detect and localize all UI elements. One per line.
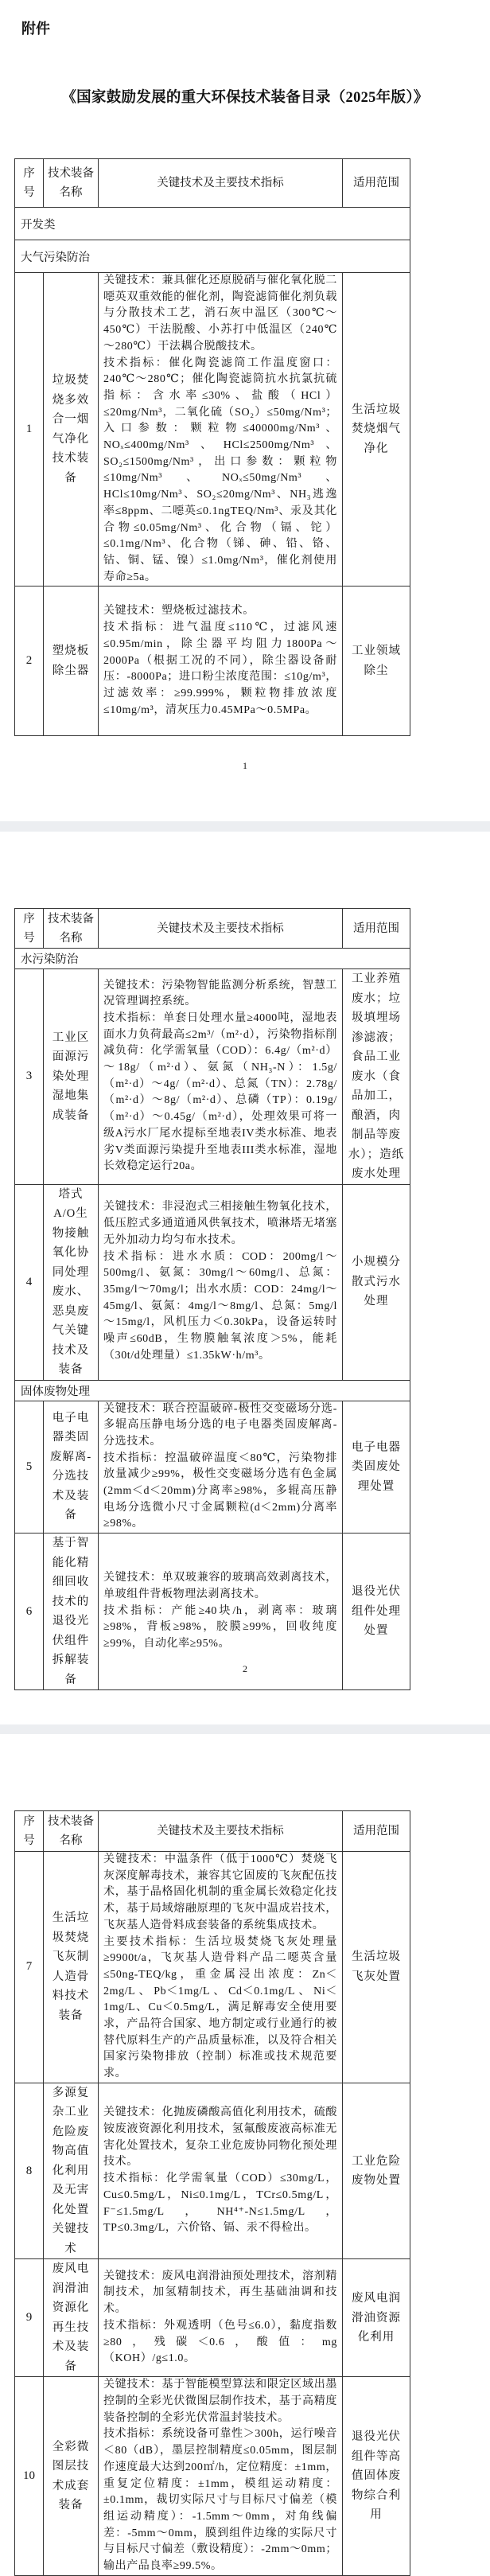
key-technology-text: 关键技术：污染物智能监测分析系统，智慧工况管理调控系统。 xyxy=(103,979,337,1008)
section-row xyxy=(15,208,410,240)
item-key-tech xyxy=(99,273,343,587)
item-scope: 退役光伏组件处理处置 xyxy=(343,1534,410,1690)
indicators-text: 技术指标：系统设备可靠性＞300h，运行噪音＜80（dB），墨层控制精度≤0.05mm，图层制作速度最大达到200㎡/h，定位精度：±1mm，重复定位精度：±1mm，模组运动精度：±0.1mm，裁切实际尺寸与目标尺寸偏差（模组运动精度）：-1.5mm～0mm，对角线偏差：-5mm～0mm，膜到组件边缘的实际尺寸与目标尺寸偏差（敷设精度）：-2mm～0mm；输出产品良率≥99.5%。 xyxy=(103,2428,337,2573)
header-name: 技术装备名称 xyxy=(44,909,99,949)
indicators-text: 主要技术指标：生活垃圾焚烧飞灰处理量≥9900t/a，飞灰基人造骨料产品二噁英含量≤50ng-TEQ/kg，重金属浸出浓度：Zn＜2mg/L、Pb＜1mg/L、Cd＜0.1mg/L、Ni＜1mg/L、Cu＜0.5mg/L，满足解毒安全使用要求，产品符合国家、地方制定或行业通行的被替代原料生产的产品质量标准，以及符合相关国家污染物排放（控制）标准或技术规范要求。 xyxy=(103,1935,337,2080)
key-technology-text: 关键技术：单双玻兼容的玻璃高效剥离技术，单玻组件背板物理法剥离技术。 xyxy=(103,1572,337,1601)
item-key-tech xyxy=(99,1401,343,1534)
item-name: 基于智能化精细回收技术的退役光伏组件拆解装备 xyxy=(44,1534,99,1690)
header-main: 关键技术及主要技术指标 xyxy=(99,1811,343,1852)
header-main: 关键技术及主要技术指标 xyxy=(99,909,343,949)
item-scope: 工业危险废物处置 xyxy=(343,2083,410,2259)
header-scope: 适用范围 xyxy=(343,159,410,208)
header-seq: 序号 xyxy=(15,909,44,949)
item-scope: 小规模分散式污水处理 xyxy=(343,1184,410,1380)
item-name: 工业区面源污染处理湿地集成装备 xyxy=(44,969,99,1185)
item-seq: 9 xyxy=(15,2259,44,2377)
section-row xyxy=(15,240,410,273)
indicators-text: 技术指标：控温破碎温度＜80℃，污染物排放量减少≥99%，极性交变磁场分选有色金属(2mm＜d＜20mm)分离率≥98%，多辊高压静电场分选微小尺寸金属颗粒(d＜2mm)分离率≥98%。 xyxy=(103,1452,337,1530)
indicators-text: 技术指标：单套日处理水量≥4000吨，湿地表面水力负荷最高≤2m³/（m²·d），污染物指标削减负荷：化学需氧量（COD）：6.4g/（m²·d）～18g/（m²·d）、氨氮（NH₃-N）：1.5g/（m²·d）～4g/（m²·d）、总氮（TN）：2.78g/（m²·d）～8g/（m²·d）、总磷（TP）：0.19g/（m²·d）～0.45g/（m²·d），处理效果可将一级A污水厂尾水提标至地表IV类水标准、地表劣V类面源污染提升至地表III类水标准，湿地长效稳定运行20a。 xyxy=(103,1011,337,1173)
item-scope: 工业领域除尘 xyxy=(343,587,410,736)
key-technology-text: 关键技术：废风电润滑油预处理技术，溶剂精制技术，加氢精制技术，再生基础油调和技术。 xyxy=(103,2270,337,2316)
item-name: 塔式A/O生物接触氧化协同处理废水、恶臭废气关键技术及装备 xyxy=(44,1184,99,1380)
catalog-table xyxy=(14,158,410,736)
table-row xyxy=(15,969,410,1185)
section-label: 固体废物处理 xyxy=(15,1380,410,1401)
item-seq: 4 xyxy=(15,1184,44,1380)
table-row xyxy=(15,587,410,736)
item-name: 多源复杂工业危险废物高值化利用及无害化处置关键技术 xyxy=(44,2083,99,2259)
key-technology-text: 关键技术：兼具催化还原脱硝与催化氧化脱二噁英双重效能的催化剂，陶瓷滤筒催化剂负载与分散技术工艺，消石灰中温区（300℃～450℃）干法脱酸、小苏打中低温区（240℃～280℃）干法耦合脱酸技术。 xyxy=(103,275,337,353)
page-separator xyxy=(0,1724,490,1734)
key-technology-text: 关键技术：非浸泡式三相接触生物氧化技术，低压腔式多通道通风供氧技术，喷淋塔无堵塞无外加动力均匀布水技术。 xyxy=(103,1201,337,1246)
item-scope: 生活垃圾焚烧烟气净化 xyxy=(343,273,410,587)
item-scope: 退役光伏组件等高值固体废物综合利用 xyxy=(343,2377,410,2575)
indicators-text: 技术指标：化学需氧量（COD）≤30mg/L，Cu≤0.5mg/L，Ni≤0.1mg/L，TCr≤0.5mg/L，F⁻≤1.5mg/L，NH⁴⁺-N≤1.5mg/L，TP≤0.3mg/L，六价铬、镉、汞不得检出。 xyxy=(103,2173,337,2235)
item-key-tech xyxy=(99,2259,343,2377)
section-label: 大气污染防治 xyxy=(15,240,410,273)
item-scope: 生活垃圾飞灰处置 xyxy=(343,1852,410,2083)
item-seq: 5 xyxy=(15,1401,44,1534)
section-row xyxy=(15,1380,410,1401)
section-label: 开发类 xyxy=(15,208,410,240)
indicators-text: 技术指标：催化陶瓷滤筒工作温度窗口：240℃～280℃；催化陶瓷滤筒抗水抗氯抗硫指标：含水率≤30%、盐酸（HCl）≤20mg/Nm³，二氧化硫（SO₂）≤50mg/Nm³；入口参数：颗粒物≤40000mg/Nm³、NOₓ≤400mg/Nm³、HCl≤2500mg/Nm³、SO₂≤1500mg/Nm³，出口参数：颗粒物≤10mg/Nm³、NOₓ≤50mg/Nm³、HCl≤10mg/Nm³、SO₂≤20mg/Nm³、NH₃逃逸率≤8ppm、二噁英≤0.1ngTEQ/Nm³、汞及其化合物≤0.05mg/Nm³、化合物（镉、铊）≤0.1mg/Nm³、化合物（锑、砷、铅、铬、钴、铜、锰、镍）≤1.0mg/Nm³，催化剂使用寿命≥5a。 xyxy=(103,357,337,583)
header-scope: 适用范围 xyxy=(343,909,410,949)
header-seq: 序号 xyxy=(15,159,44,208)
section-label: 水污染防治 xyxy=(15,949,410,969)
item-seq: 6 xyxy=(15,1534,44,1690)
page-number: 1 xyxy=(243,760,247,771)
item-seq: 1 xyxy=(15,273,44,587)
header-main: 关键技术及主要技术指标 xyxy=(99,159,343,208)
indicators-text: 技术指标：进气温度≤110℃，过滤风速≤0.95m/min，除尘器平均阻力1800Pa～2000Pa（根据工况的不同），除尘器设备耐压：-8000Pa；进口粉尘浓度范围：≤10g/m³，过滤效率：≥99.999%，颗粒物排放浓度≤10mg/m³，清灰压力0.45MPa～0.5MPa。 xyxy=(103,622,337,716)
item-key-tech xyxy=(99,2083,343,2259)
key-technology-text: 关键技术：中温条件（低于1000℃）焚烧飞灰深度解毒技术，兼容其它固废的飞灰配伍技术，基于晶格固化机制的重金属长效稳定化技术，基于局域熔融原理的飞灰中温成岩技术，飞灰基人造骨料成套装备的系统集成技术。 xyxy=(103,1853,337,1931)
key-technology-text: 关键技术：化抛废磷酸高值化利用技术，硫酸铵废液资源化利用技术，氢氟酸废液高标准无害化处置技术，复杂工业危废协同物化预处理技术。 xyxy=(103,2106,337,2169)
item-scope: 废风电润滑油资源化利用 xyxy=(343,2259,410,2377)
section-row xyxy=(15,949,410,969)
table-header-row xyxy=(15,909,410,949)
item-key-tech xyxy=(99,969,343,1185)
item-seq: 7 xyxy=(15,1852,44,2083)
indicators-text: 技术指标：外观透明（色号≤6.0），黏度指数≥80，残碳＜0.6，酸值：mg（KOH）/g≤1.0。 xyxy=(103,2319,337,2365)
item-seq: 2 xyxy=(15,587,44,736)
table-header-row xyxy=(15,1811,410,1852)
item-scope: 电子电器类固废处理处置 xyxy=(343,1401,410,1534)
table-row xyxy=(15,1852,410,2083)
item-key-tech xyxy=(99,1184,343,1380)
header-name: 技术装备名称 xyxy=(44,1811,99,1852)
item-key-tech xyxy=(99,2377,343,2575)
item-name: 垃圾焚烧多效合一烟气净化技术装备 xyxy=(44,273,99,587)
item-key-tech xyxy=(99,1852,343,2083)
catalog-table xyxy=(14,908,410,1690)
item-seq: 8 xyxy=(15,2083,44,2259)
item-name: 塑烧板除尘器 xyxy=(44,587,99,736)
header-name: 技术装备名称 xyxy=(44,159,99,208)
item-scope: 工业养殖废水；垃圾填埋场渗滤液；食品工业废水（食品加工，酿酒，肉制品等废水）；造纸废水处理 xyxy=(343,969,410,1185)
item-name: 全彩微图层技术成套装备 xyxy=(44,2377,99,2575)
key-technology-text: 关键技术：塑烧板过滤技术。 xyxy=(103,605,255,618)
document-title: 《国家鼓励发展的重大环保技术装备目录（2025年版）》 xyxy=(61,90,429,106)
attachment-label: 附件 xyxy=(21,21,50,37)
item-seq: 10 xyxy=(15,2377,44,2575)
table-header-row xyxy=(15,159,410,208)
item-name: 生活垃圾焚烧飞灰制人造骨料技术装备 xyxy=(44,1852,99,2083)
catalog-table xyxy=(14,1810,410,2576)
item-key-tech xyxy=(99,587,343,736)
indicators-text: 技术指标：进水水质：COD：200mg/l～500mg/l、氨氮：30mg/l～60mg/l、总氮：35mg/l～70mg/l；出水水质：COD：24mg/l～45mg/l、氨氮：4mg/l～8mg/l、总氮：5mg/l～15mg/l，风机压力＜0.30kPa，设备运转时噪声≤60dB，生物膜触氧浓度＞5%，能耗（30t/d处理量）≤1.35kW·h/m³。 xyxy=(103,1250,337,1362)
table-row xyxy=(15,2083,410,2259)
table-row xyxy=(15,1401,410,1534)
header-seq: 序号 xyxy=(15,1811,44,1852)
table-row xyxy=(15,2259,410,2377)
key-technology-text: 关键技术：基于智能模型算法和限定区域出墨控制的全彩光伏微图层制作技术，基于高精度装备控制的全彩光伏常温封装技术。 xyxy=(103,2379,337,2424)
table-row xyxy=(15,2377,410,2575)
item-name: 电子电器类固废解离-分选技术及装备 xyxy=(44,1401,99,1534)
header-scope: 适用范围 xyxy=(343,1811,410,1852)
indicators-text: 技术指标：产能≥40块/h，剥离率：玻璃≥98%，背板≥98%，胶膜≥99%，回收纯度≥99%，自动化率≥95%。 xyxy=(103,1604,337,1650)
table-row xyxy=(15,1184,410,1380)
item-seq: 3 xyxy=(15,969,44,1185)
page-separator xyxy=(0,821,490,832)
table-row xyxy=(15,273,410,587)
item-name: 废风电润滑油资源化再生技术及装备 xyxy=(44,2259,99,2377)
key-technology-text: 关键技术：联合控温破碎-极性交变磁场分选-多辊高压静电场分选的电子电器类固废解离-分选技术。 xyxy=(103,1402,337,1448)
page-number: 2 xyxy=(243,1663,247,1674)
